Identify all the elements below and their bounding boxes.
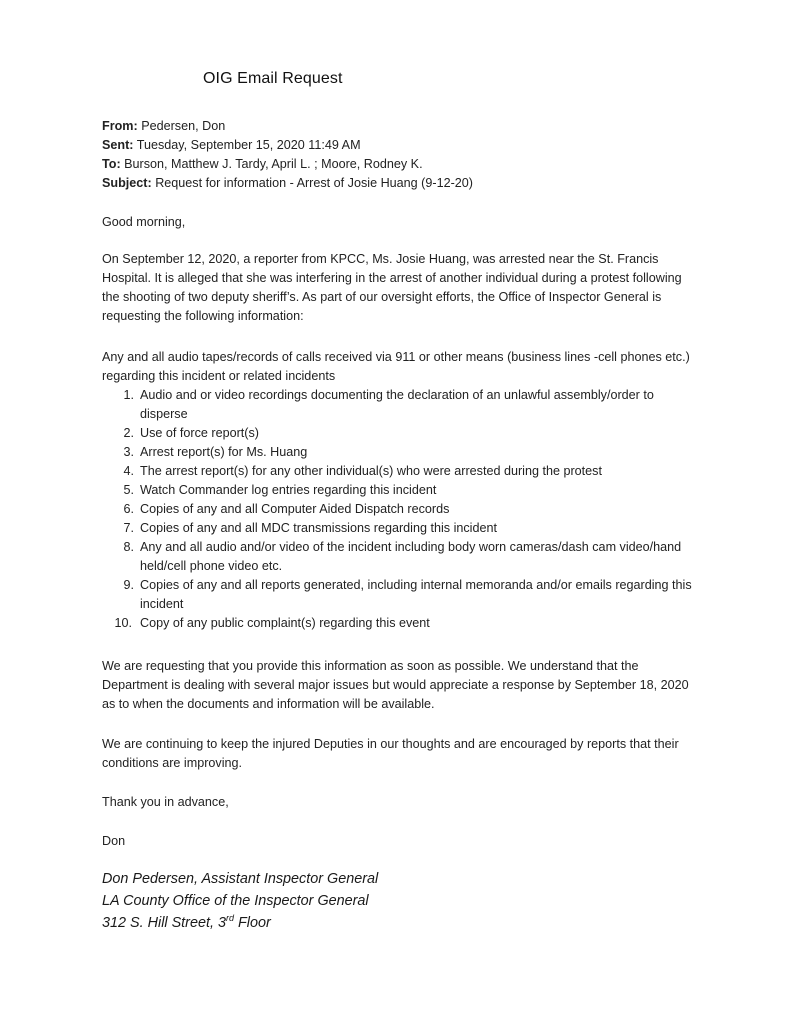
signature-office: LA County Office of the Inspector General	[102, 893, 369, 909]
list-item	[102, 614, 692, 633]
closing-paragraph-deadline: We are requesting that you provide this information as soon as possible. We understand that the Department is dealing with several major issues but would appreciate a response by September 18, 2020 as to when the documents and information will be available.	[102, 659, 689, 711]
request-items-list	[102, 386, 692, 633]
signature-block	[102, 868, 378, 934]
sent-value: Tuesday, September 15, 2020 11:49 AM	[136, 138, 361, 152]
list-item	[102, 481, 692, 500]
thanks-line: Thank you in advance,	[102, 795, 229, 809]
list-item	[102, 500, 692, 519]
signature-address	[102, 912, 378, 934]
signature-address-floor: Floor	[234, 915, 271, 931]
email-header	[102, 117, 702, 193]
subject-value: Request for information - Arrest of Josie Huang (9-12-20)	[155, 176, 473, 190]
request-lead-paragraph: Any and all audio tapes/records of calls received via 911 or other means (business lines -cell phones etc.) regarding this incident or related incidents	[102, 350, 690, 383]
intro-paragraph: On September 12, 2020, a reporter from KPCC, Ms. Josie Huang, was arrested near the St. Francis Hospital. It is alleged that she was interfering in the arrest of another individual during a protest following the shooting of two deputy sheriff’s. As part of our oversight efforts, the Office of Inspector General is requesting the following information:	[102, 252, 682, 323]
from-value: Pedersen, Don	[141, 119, 226, 133]
list-item-number: 1.	[123, 388, 134, 402]
list-item-text: Any and all audio and/or video of the incident including body worn cameras/dash cam video/hand held/cell phone video etc.	[140, 540, 682, 573]
to-line	[102, 155, 702, 174]
list-item-number: 2.	[123, 426, 134, 440]
list-item	[102, 443, 692, 462]
subject-label: Subject:	[102, 176, 152, 190]
signature-address-ordinal: rd	[225, 913, 234, 924]
list-item-text: Copies of any and all Computer Aided Dispatch records	[140, 502, 450, 516]
closing-paragraph-deputies: We are continuing to keep the injured Deputies in our thoughts and are encouraged by reports that their conditions are improving.	[102, 737, 679, 770]
sent-line	[102, 136, 702, 155]
list-item-number: 9.	[123, 578, 134, 592]
signature-name-title: Don Pedersen, Assistant Inspector General	[102, 871, 379, 887]
to-label: To:	[102, 157, 121, 171]
list-item-text: Use of force report(s)	[140, 426, 259, 440]
signature-address-street: 312 S. Hill Street, 3	[102, 915, 226, 931]
list-item-text: The arrest report(s) for any other individual(s) who were arrested during the protest	[140, 464, 602, 478]
list-item-number: 6.	[123, 502, 134, 516]
list-item	[102, 424, 692, 443]
document-title: OIG Email Request	[203, 70, 343, 87]
list-item-text: Watch Commander log entries regarding this incident	[140, 483, 437, 497]
list-item-text: Audio and or video recordings documenting the declaration of an unlawful assembly/order to disperse	[140, 388, 654, 421]
list-item	[102, 462, 692, 481]
list-item-number: 8.	[123, 540, 134, 554]
list-item-text: Copies of any and all MDC transmissions regarding this incident	[140, 521, 497, 535]
list-item-number: 10.	[114, 616, 132, 630]
list-item	[102, 538, 692, 576]
to-value: Burson, Matthew J. Tardy, April L. ; Moore, Rodney K.	[124, 157, 423, 171]
from-label: From:	[102, 119, 138, 133]
list-item-number: 4.	[123, 464, 134, 478]
list-item-text: Copy of any public complaint(s) regarding this event	[140, 616, 430, 630]
subject-line	[102, 174, 702, 193]
list-item	[102, 576, 692, 614]
list-item-number: 3.	[123, 445, 134, 459]
list-item	[102, 386, 692, 424]
list-item-number: 7.	[123, 521, 134, 535]
list-item-text: Arrest report(s) for Ms. Huang	[140, 445, 308, 459]
signoff-name: Don	[102, 834, 126, 848]
list-item-number: 5.	[123, 483, 134, 497]
sent-label: Sent:	[102, 138, 134, 152]
greeting: Good morning,	[102, 215, 186, 229]
list-item-text: Copies of any and all reports generated, including internal memoranda and/or emails regarding this incident	[140, 578, 692, 611]
from-line	[102, 117, 702, 136]
list-item	[102, 519, 692, 538]
